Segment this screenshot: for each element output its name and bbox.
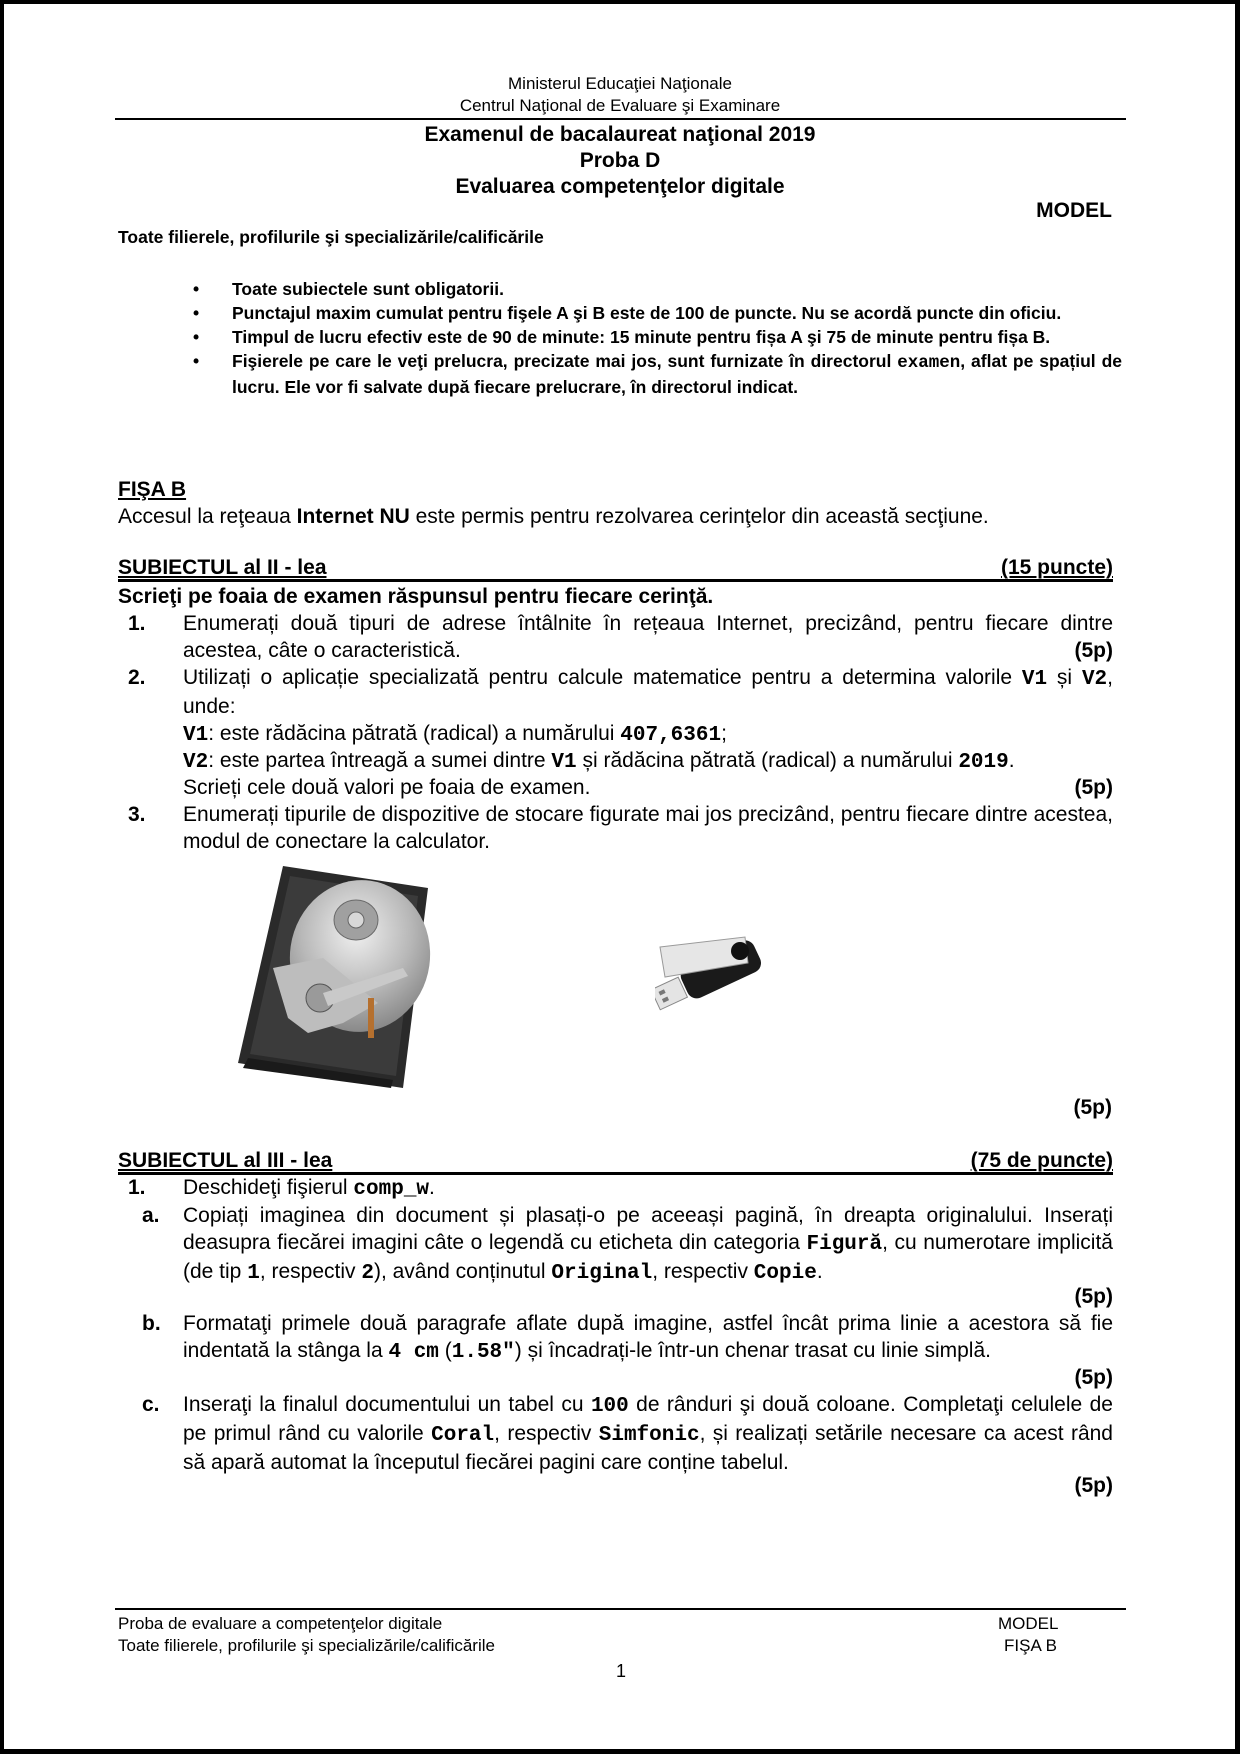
- code-term: 2: [361, 1262, 374, 1285]
- code-term: Copie: [753, 1262, 817, 1285]
- subject-2-title: SUBIECTUL al II - lea: [118, 556, 327, 579]
- footer-right-2: FIŞA B: [1004, 1636, 1057, 1655]
- file-name: comp_w: [353, 1178, 430, 1201]
- bullet-icon: •: [193, 327, 200, 347]
- footer-right-1: MODEL: [998, 1614, 1059, 1633]
- points-badge: (5p): [1074, 1366, 1113, 1389]
- text-run: ) și încadrați-le într-un chenar trasat cu linie simplă.: [514, 1339, 991, 1362]
- footer-left-1: Proba de evaluare a competenţelor digitale: [118, 1614, 443, 1633]
- text-run: , respectiv: [494, 1422, 599, 1445]
- text-run: , respectiv: [259, 1260, 362, 1283]
- footer-left-2: Toate filierele, profilurile şi specializările/calificările: [118, 1636, 495, 1655]
- points-badge: (5p): [1073, 1096, 1112, 1119]
- subject-3-title: SUBIECTUL al III - lea: [118, 1149, 333, 1172]
- text-run: .: [816, 1260, 823, 1283]
- exam-subtitle: Evaluarea competenţelor digitale: [455, 175, 785, 198]
- model-label: MODEL: [1036, 199, 1112, 222]
- points-badge: (5p): [1074, 1285, 1113, 1308]
- subject-2-item-2: 2. Utilizați o aplicație specializată pentru calcule matematice pentru a determina valorile V1 și V2, unde:: [128, 666, 1113, 718]
- v2-definition: V2: este partea întreagă a sumei dintre V1 și rădăcina pătrată (radical) a numărului 2019.: [183, 749, 1015, 774]
- access-note: Accesul la reţeaua Internet NU este permis pentru rezolvarea cerinţelor din această secţiune.: [118, 505, 989, 528]
- code-term: Coral: [431, 1424, 495, 1447]
- hard-disk-drive-image: [228, 858, 458, 1088]
- points-badge: (5p): [1074, 639, 1113, 662]
- text-run: , cu numerotare implicită (de tip: [183, 1231, 1113, 1283]
- code-term: Original: [551, 1262, 653, 1285]
- instruction-item: • Punctajul maxim cumulat pentru fişele A şi B este de 100 de puncte. Nu se acordă puncte din oficiu.: [193, 303, 1062, 323]
- bullet-icon: •: [193, 303, 200, 323]
- text-run: ), având conținutul: [373, 1260, 552, 1283]
- proba-title: Proba D: [579, 149, 661, 172]
- bullet-icon: •: [193, 351, 200, 371]
- instructions-list: [190, 277, 1122, 399]
- instruction-item: • Fişierele pe care le veţi prelucra, precizate mai jos, sunt furnizate în directorul examen, aflat pe spațiul de lucru. Ele vor fi salvate după fiecare prelucrare, în directorul indicat.: [193, 351, 1122, 397]
- subject-2-points: (15 puncte): [1000, 556, 1113, 579]
- ministry-name: Ministerul Educaţiei Naţionale: [508, 74, 732, 93]
- code-term: Simfonic: [598, 1424, 700, 1447]
- directory-name: examen: [897, 353, 961, 373]
- header-divider: [115, 118, 1126, 120]
- code-term: 1: [247, 1262, 260, 1285]
- subject-2-item-1: 1. Enumerați două tipuri de adrese întâlnite în rețeaua Internet, precizând, pentru fiecare dintre acestea, câte o caracteristică. (5p): [128, 612, 1113, 662]
- text-run: de rânduri şi două coloane. Completaţi celulele de pe primul rând cu valorile: [183, 1393, 1113, 1445]
- instruction-item: • Timpul de lucru efectiv este de 90 de minute: 15 minute pentru fișa A şi 75 de minute pentru fișa B.: [193, 327, 1051, 347]
- instruction-item: • Toate subiectele sunt obligatorii.: [193, 279, 504, 299]
- subject-2-item-3: 3. Enumerați tipurile de dispozitive de stocare figurate mai jos precizând, pentru fiecare dintre acestea, modul de conectare la calculator.: [128, 803, 1113, 853]
- fisa-title: FIŞA B: [118, 478, 187, 501]
- code-term: 100: [590, 1395, 629, 1418]
- exam-title: Examenul de bacalaureat naţional 2019: [424, 123, 816, 146]
- points-badge: (5p): [1074, 776, 1113, 799]
- code-term: 1.58": [451, 1341, 515, 1364]
- usb-flash-drive-image: [655, 925, 780, 1035]
- item-2-final: Scrieți cele două valori pe foaia de examen. (5p): [183, 776, 1113, 799]
- subject-3-header: [118, 1150, 1113, 1175]
- v1-definition: V1: este rădăcina pătrată (radical) a numărului 407,6361;: [183, 722, 727, 747]
- text-run: Formataţi primele două paragrafe aflate după imagine, astfel încât prima linie a acestora să fie indentată la stânga la: [183, 1312, 1113, 1362]
- text-run: Inseraţi la finalul documentului un tabel cu: [183, 1393, 591, 1416]
- subject-3-item-b: b. Formataţi primele două paragrafe aflate după imagine, astfel încât prima linie a acestora să fie indentată la stânga la 4 cm (1.58") și încadrați-le într-un chenar trasat cu linie simplă. (5p): [142, 1312, 1113, 1389]
- text-run: , și realizați setările necesare ca acest rând să apară automat la începutul fiecărei pagini care conține tabelul.: [183, 1422, 1113, 1474]
- text-run: Copiați imaginea din document și plasați-o pe aceeași pagină, în dreapta originalului. Inserați deasupra fiecărei imagini câte o legendă cu eticheta din categoria: [183, 1204, 1113, 1254]
- page-number: 1: [616, 1661, 627, 1681]
- filiere-label: Toate filierele, profilurile şi specializările/calificările: [118, 227, 544, 247]
- text-run: (: [438, 1339, 452, 1362]
- footer-divider: [115, 1608, 1126, 1610]
- code-term: 4 cm: [388, 1341, 439, 1364]
- subject-3-item-a: a. Copiați imaginea din document și plasați-o pe aceeași pagină, în dreapta originalului. Inserați deasupra fiecărei imagini câte o legendă cu eticheta din categoria Figură, cu numerotare implicită (de tip 1, respectiv 2), având conținutul Original, respectiv Copie. (5p): [142, 1204, 1113, 1308]
- subject-3-points: (75 de puncte): [970, 1149, 1113, 1172]
- subject-2-instruction: Scrieţi pe foaia de examen răspunsul pentru fiecare cerinţă.: [118, 585, 714, 608]
- subject-3-item-1: 1. Deschideţi fişierul comp_w.: [128, 1176, 435, 1201]
- subject-2-header: [118, 557, 1113, 582]
- center-name: Centrul Naţional de Evaluare şi Examinare: [459, 96, 781, 115]
- points-badge: (5p): [1074, 1474, 1113, 1497]
- subject-3-item-c: c. Inseraţi la finalul documentului un tabel cu 100 de rânduri şi două coloane. Completaţi celulele de pe primul rând cu valorile Coral, respectiv Simfonic, și realizați setările necesare ca acest rând să apară automat la începutul fiecărei pagini care conține tabelul. (5p): [142, 1393, 1113, 1497]
- text-run: , respectiv: [652, 1260, 754, 1283]
- bullet-icon: •: [193, 279, 200, 299]
- code-term: Figură: [806, 1233, 883, 1256]
